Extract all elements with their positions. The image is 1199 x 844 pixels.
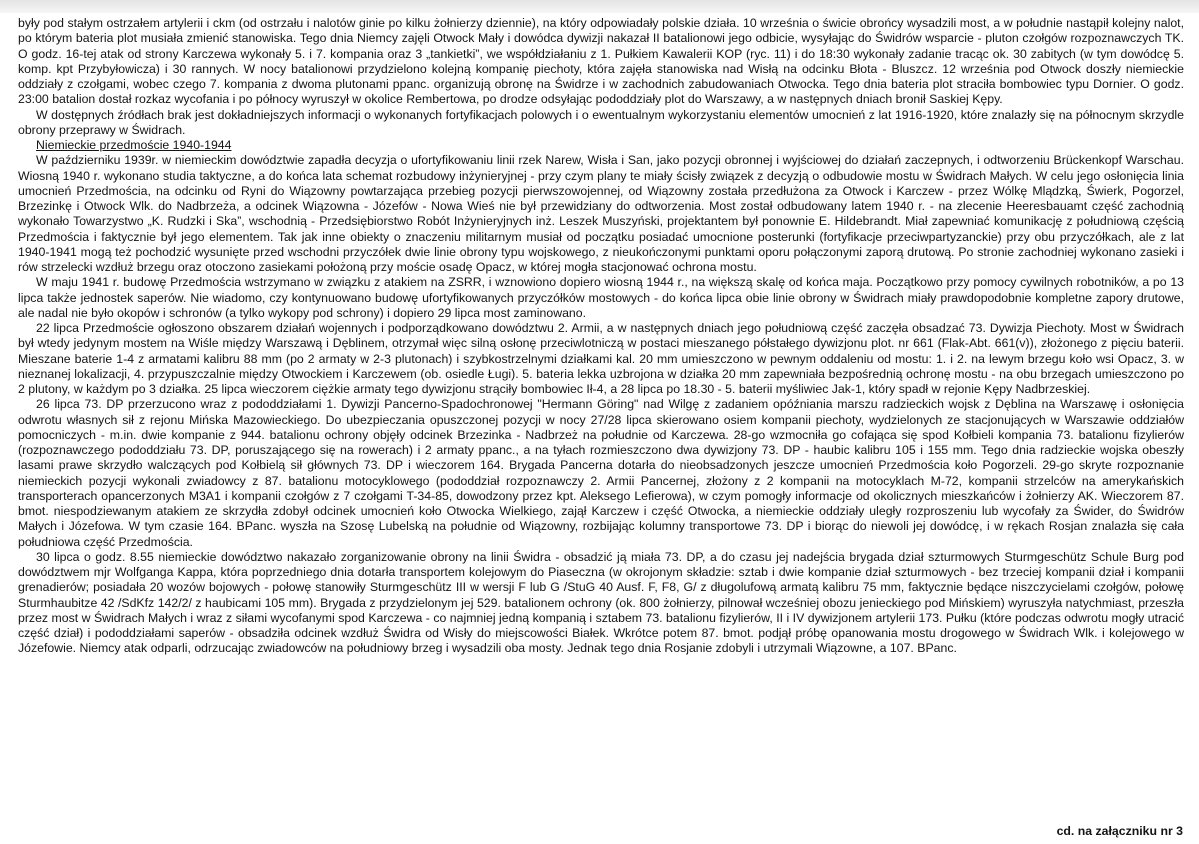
scan-top-edge	[0, 0, 1199, 13]
paragraph-1: były pod stałym ostrzałem artylerii i ckm (od ostrzału i nalotów ginie po kilku żołnierzy dziennie), na który odpowiadały polskie działa. 10 września o świcie obrońcy wysadzili most, a w południe nastąpił kolejny nalot, po którym bateria plot musiała zmienić stanowiska. Tego dnia Niemcy zajęli Otwock Mały i dowódca dywizji nakazał II batalionowi jego odbicie, wysyłając do Świdrów wsparcie - pluton czołgów rozpoznawczych TK. O godz. 16-tej atak od strony Karczewa wykonały 5. i 7. kompania oraz 3 „tankietki”, we współdziałaniu z 1. Pułkiem Kawalerii KOP (ryc. 11) i do 18:30 wykonały zadanie tracąc ok. 30 zabitych (w tym dowódcę 5. komp. kpt Przybyłowicza) i 30 rannych. W nocy batalionowi przydzielono kolejną kompanię piechoty, która zajęła stanowiska nad Wisłą na odcinku Błota - Bluszcz. 12 września pod Otwock doszły niemieckie oddziały z czołgami, wobec czego 7. kompania z dwoma plutonami ppanc. organizują obronę na Świdrze i w zachodnich zabudowaniach Otwocka. Tego dnia bateria plot straciła bombowiec typu Dornier. O godz. 23:00 batalion dostał rozkaz wycofania i po północy wyruszył w okolice Rembertowa, po drodze odsyłając pododdziały plot do Warszawy, a w następnych dniach bronił Saskiej Kępy.	[18, 16, 1184, 107]
document-body	[18, 16, 1184, 657]
section-heading: Niemieckie przedmoście 1940-1944	[36, 138, 232, 152]
paragraph-3: W październiku 1939r. w niemieckim dowództwie zapadła decyzja o ufortyfikowaniu linii rzek Narew, Wisła i San, jako pozycji obronnej i wyjściowej do działań zaczepnych, i odtworzeniu Brückenkopf Warschau. Wiosną 1940 r. wykonano studia taktyczne, a do końca lata schemat rozbudowy inżynieryjnej - przy czym plany te miały ścisły związek z decyzją o odbudowie mostu w Świdrach Małych. W celu jego osłonięcia linia umocnień Przedmościa, na odcinku od Ryni do Wiązowny powtarzająca przebieg pozycji pierwszowojennej, od Wiązowny została przedłużona za Otwock i Karczew - przez Wólkę Mlądzką, Świerk, Pogorzel, Brzezinkę i Otwock Wlk. do Nadbrzeża, a odcinek Wiązowna - Józefów - Nowa Wieś nie był przewidziany do odtworzenia. Most został odbudowany latem 1940 r. - na zlecenie Heeresbauamt część zachodnią wykonało Towarzystwo „K. Rudzki i Ska”, wschodnią - Przedsiębiorstwo Robót Inżynieryjnych inż. Leszek Muszyński, projektantem był ponownie E. Hildebrandt. Miał zapewniać komunikację z południową częścią Przedmościa i faktycznie był jego elementem. Tak jak inne obiekty o znaczeniu militarnym musiał od początku posiadać umocnione posterunki (fortyfikacje przeciwpartyzanckie) przy obu przyczółkach, ale z lat 1940-1941 mogą też pochodzić wysunięte przed wschodni przyczółek dwie linie obrony typu wojskowego, z nieukończonymi punktami oporu połączonymi zaporą drutową. Po stronie zachodniej wykonano zasieki i rów strzelecki wzdłuż brzegu oraz otoczono zasiekami położoną przy moście osadę Opacz, w której mogła stacjonować ochrona mostu.	[18, 153, 1184, 274]
paragraph-4: W maju 1941 r. budowę Przedmościa wstrzymano w związku z atakiem na ZSRR, i wznowiono dopiero wiosną 1944 r., na większą skalę od końca maja. Początkowo przy pomocy cywilnych robotników, a po 13 lipca także jednostek saperów. Nie wiadomo, czy kontynuowano budowę ufortyfikowanych przyczółków mostowych - do końca lipca obie linie obrony w Świdrach miały prawdopodobnie kompletne zapory drutowe, ale nadal nie było okopów i schronów (a tylko wykopy pod schrony) i dopiero 29 lipca most zaminowano.	[18, 275, 1184, 320]
paragraph-5: 22 lipca Przedmoście ogłoszono obszarem działań wojennych i podporządkowano dowództwu 2. Armii, a w następnych dniach jego południową część zaczęła obsadzać 73. Dywizja Piechoty. Most w Świdrach był wtedy jedynym mostem na Wiśle między Warszawą i Dęblinem, otrzymał więc silną osłonę przeciwlotniczą w postaci mieszanego półstałego dywizjonu plot. nr 661 (Flak-Abt. 661(v)), złożonego z pięciu baterii. Mieszane baterie 1-4 z armatami kalibru 88 mm (po 2 armaty w 2-3 plutonach) i szybkostrzelnymi działkami kal. 20 mm umieszczono w pewnym oddaleniu od mostu: 1. i 2. na lewym brzegu koło wsi Opacz, 3. w nieznanej lokalizacji, 4. przypuszczalnie między Otwockiem i Karczewem (ob. osiedle Ługi). 5. bateria lekka uzbrojona w działka 20 mm zapewniała bezpośrednią ochronę mostu - na obu brzegach umieszczono po 2 plutony, w każdym po 3 działka. 25 lipca wieczorem ciężkie armaty tego dywizjonu strąciły bombowiec Ił-4, a 28 lipca po 18.30 - 5. baterii myśliwiec Jak-1, który spadł w rejonie Kępy Nadbrzeskiej.	[18, 321, 1184, 396]
paragraph-2: W dostępnych źródłach brak jest dokładniejszych informacji o wykonanych fortyfikacjach polowych i o ewentualnym wykorzystaniu elementów umocnień z lat 1916-1920, które znalazły się na północnym skrzydle obrony przeprawy w Świdrach.	[18, 107, 1184, 137]
continuation-note: cd. na załączniku nr 3	[1056, 824, 1183, 838]
paragraph-6: 26 lipca 73. DP przerzucono wraz z pododdziałami 1. Dywizji Pancerno-Spadochronowej "Hermann Göring" nad Wilgę z zadaniem opóźniania marszu radzieckich wojsk z Dęblina na Warszawę i osłonięcia odwrotu własnych sił z rejonu Mińska Mazowieckiego. Do ubezpieczania opuszczonej pozycji w nocy 27/28 lipca skierowano osiem kompanii piechoty, wydzielonych ze stacjonujących w Warszawie oddziałów pomocniczych - m.in. dwie kompanie z 944. batalionu ochrony objęły odcinek Brzezinka - Nadbrzeż na południe od Karczewa. 28-go wzmocniła go cofająca się spod Kołbieli kompania 73. batalionu fizylierów (rozpoznawczego pododdziału 73. DP, poruszającego się na rowerach) i 2 armaty ppanc., a na tyłach rozmieszczono dwa dywizjony 73. DP - haubic kalibru 105 i 155 mm. Tego dnia radzieckie wojska obeszły lasami prawe skrzydło walczących pod Kołbielą sił głównych 73. DP i wieczorem 164. Brygada Pancerna dotarła do nieobsadzonych jeszcze umocnień Przedmościa koło Pogorzeli. 29-go skryte rozpoznanie niemieckich pozycji wykonali zwiadowcy z 87. batalionu motocyklowego (pododdział rozpoznawczy 2. Armii Pancernej, złożony z 2 kompanii na motocyklach M-72, kompanii strzelców na amerykańskich transporterach opancerzonych M3A1 i kompanii czołgów z 7 czołgami T-34-85, dowodzony przez kpt. Aleksego Lefierowa), w czym pomogły informacje od okolicznych mieszkańców i żołnierzy AK. Wieczorem 87. bmot. niespodziewanym atakiem ze skrzydła zdobył odcinek umocnień koło Otwocka Wielkiego, zajął Karczew i część Otwocka, a niemieckie oddziały uległy rozproszeniu lub wycofały za Świder, do Świdrów Małych i Józefowa. W tym czasie 164. BPanc. wyszła na Szosę Lubelską na południe od Wiązowny, rozbijając kolumny transportowe 73. DP i biorąc do niewoli jej dowódcę, i w rękach Rosjan znalazła się cała południowa część Przedmościa.	[18, 397, 1184, 549]
paragraph-7: 30 lipca o godz. 8.55 niemieckie dowództwo nakazało zorganizowanie obrony na linii Świdra - obsadzić ją miała 73. DP, a do czasu jej nadejścia brygada dział szturmowych Sturmgeschütz Schule Burg pod dowództwem mjr Wolfganga Kappa, która poprzedniego dnia dotarła transportem kolejowym do Piaseczna (w okrojonym składzie: sztab i dwie kompanie dział szturmowych - bez trzeciej kompanii dział i kompanii grenadierów; posiadała 20 wozów bojowych - połowę stanowiły Sturmgeschütz III w wersji F lub G /StuG 40 Ausf. F, F8, G/ z długolufową armatą kalibru 75 mm, faktycznie będące niszczycielami czołgów, połowę Sturmhaubitze 42 /SdKfz 142/2/ z haubicami 105 mm). Brygada z przydzielonym jej 529. batalionem ochrony (ok. 800 żołnierzy, pilnował wcześniej obozu jenieckiego pod Mińskiem) wyruszyła natychmiast, przeszła przez most w Świdrach Małych i wraz z siłami wycofanymi spod Karczewa - co najmniej jedną kompanią i sztabem 73. batalionu fizylierów, II i IV dywizjonem artylerii 173. Pułku (które podczas odwrotu mogły utracić część dział) i pododdziałami saperów - obsadziła odcinek wzdłuż Świdra od Wisły do miejscowości Białek. Wkrótce potem 87. bmot. podjął próbę opanowania mostu drogowego w Świdrach Wlk. i kolejowego w Józefowie. Niemcy atak odparli, odrzucając zwiadowców na południowy brzeg i wysadzili oba mosty. Jednak tego dnia Rosjanie zdobyli i utrzymali Wiązowne, a 107. BPanc.	[18, 549, 1184, 656]
